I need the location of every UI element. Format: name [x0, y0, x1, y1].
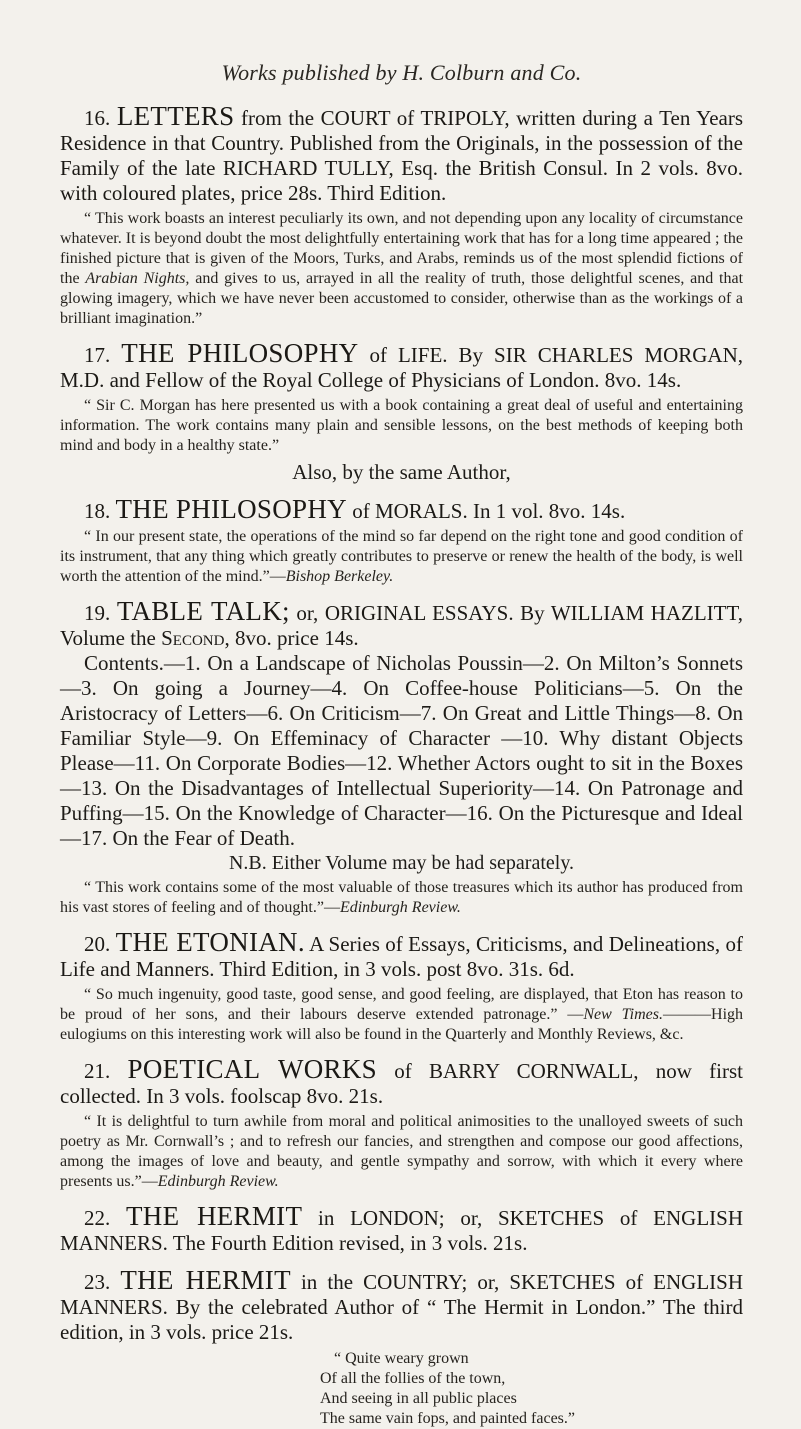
quote-tail: ———High eulogiums on this interesting work will also be found in the Quarterly and Monthly Reviews, &c.: [60, 1006, 744, 1043]
entry-number: 19.: [84, 601, 111, 625]
entry-19-nb-note: N.B. Either Volume may be had separately.: [228, 852, 575, 874]
entry-title-smallcaps: Second,: [161, 626, 230, 650]
quote-source: Edinburgh Review.: [157, 1173, 279, 1190]
entry-number: 20.: [84, 932, 111, 956]
entry-number: 16.: [84, 106, 111, 130]
entry-20-title: [60, 927, 743, 982]
quote-text: “ This work contains some of the most valuable of those treasures which its author has produced from his vast stores of feeling and of thought.”—: [60, 879, 743, 916]
verse-line: The same vain fops, and painted faces.”: [320, 1410, 576, 1427]
entry-lead: THE PHILOSOPHY: [115, 494, 347, 524]
entry-18-title: [60, 494, 743, 524]
entry-19-contents: Contents.—1. On a Landscape of Nicholas Poussin—2. On Milton’s Sonnets—3. On going a Journey—4. On Coffee-house Politicians—5. On the Aristocracy of Letters—6. On Criticism—7. On Great and Little Things—8. On Familiar Style—9. On Effeminacy of Character —10. Why distant Objects Please—11. On Corporate Bodies—12. Whether Actors ought to sit in the Boxes—13. On the Disadvantages of Intellectual Superiority—14. On Patronage and Puffing—15. On the Knowledge of Character—16. On the Picturesque and Ideal—17. On the Fear of Death.: [60, 651, 743, 850]
quote-source: Edinburgh Review.: [339, 899, 461, 916]
entry-lead: POETICAL WORKS: [127, 1054, 377, 1084]
quote-italic: Arabian Nights,: [85, 270, 190, 287]
quote-text: “ So much ingenuity, good taste, good sense, and good feeling, are displayed, that Eton has reason to be proud of her sons, and their labours deserve extended patronage.” —: [60, 986, 743, 1023]
entry-lead: THE PHILOSOPHY: [121, 338, 359, 368]
entry-17: [60, 338, 743, 485]
entry-number: 18.: [84, 499, 111, 523]
quote-source: New Times.: [583, 1006, 664, 1023]
entry-title-rest: of LIFE. By SIR CHARLES MORGAN, M.D. and Fellow of the Royal College of Physicians of London. 8vo. 14s.: [60, 343, 743, 392]
entry-lead: THE ETONIAN.: [115, 927, 305, 957]
entry-19-review-quote: [60, 878, 743, 918]
entry-16: [60, 101, 744, 329]
entry-19-title: [60, 596, 744, 651]
entry-title-rest: of BARRY CORNWALL, now first collected. In 3 vols. foolscap 8vo. 21s.: [60, 1059, 743, 1108]
entry-number: 17.: [84, 343, 111, 367]
entry-lead: LETTERS: [116, 101, 235, 131]
entry-number: 23.: [84, 1270, 111, 1294]
entry-23-verse: [320, 1349, 743, 1429]
entry-number: 22.: [84, 1206, 111, 1230]
entry-title-rest: in the COUNTRY; or, SKETCHES of ENGLISH MANNERS. By the celebrated Author of “ The Hermit in London.” The third edition, in 3 vols. price 21s.: [60, 1270, 744, 1344]
entry-18-review-quote: [60, 527, 743, 587]
entry-21-review-quote: [60, 1112, 743, 1192]
entry-18: [60, 494, 743, 587]
entry-17-review-quote: “ Sir C. Morgan has here presented us with a book containing a great deal of useful and entertaining information. The work contains many plain and sensible lessons, on the best methods of keeping both mind and body in a healthy state.”: [60, 397, 743, 454]
entry-21-title: [60, 1054, 743, 1109]
entry-title-rest: from the COURT of TRIPOLY, written during a Ten Years Residence in that Country. Published from the Originals, in the possession of the Family of the late RICHARD TULLY, Esq. the British Consul. In 2 vols. 8vo. with coloured plates, price 28s. Third Edition.: [60, 106, 744, 205]
quote-tail: and gives to us, arrayed in all the reality of truth, those delightful scenes, and that glowing imagery, which we have never been accustomed to consider, otherwise than as the workings of a brilliant imagination.”: [60, 270, 744, 327]
entry-23: [60, 1265, 744, 1429]
entry-21: [60, 1054, 743, 1192]
entry-20: [60, 927, 744, 1045]
verse-line: “ Quite weary grown: [334, 1350, 469, 1367]
entry-title-rest: of MORALS. In 1 vol. 8vo. 14s.: [352, 499, 626, 523]
entry-title-rest: A Series of Essays, Criticisms, and Delineations, of Life and Manners. Third Edition, in 3 vols. post 8vo. 31s. 6d.: [60, 932, 743, 981]
entry-17-also-note: Also, by the same Author,: [292, 460, 511, 484]
entry-title-rest: or, ORIGINAL ESSAYS. By WILLIAM HAZLITT, Volume the: [60, 601, 744, 650]
entry-22-title: [60, 1201, 744, 1256]
entry-16-title: [60, 101, 744, 206]
quote-source: Bishop Berkeley.: [285, 568, 394, 585]
verse-line: Of all the follies of the town,: [320, 1370, 506, 1387]
quote-text: “ This work boasts an interest peculiarly its own, and not depending upon any locality of circumstance whatever. It is beyond doubt the most delightfully entertaining work that has for a long time appeared ; the finished picture that is given of the Moors, Turks, and Arabs, reminds us of the most splendid fictions of the: [60, 210, 743, 287]
entry-number: 21.: [84, 1059, 111, 1083]
running-head: Works published by H. Colburn and Co.: [221, 60, 582, 85]
entry-17-title: [60, 338, 743, 393]
entry-title-rest: in LONDON; or, SKETCHES of ENGLISH MANNERS. The Fourth Edition revised, in 3 vols. 21s.: [60, 1206, 744, 1255]
entry-lead: TABLE TALK;: [116, 596, 290, 626]
entry-lead: THE HERMIT: [120, 1265, 291, 1295]
entry-16-review-quote: [60, 209, 743, 329]
quote-text: “ It is delightful to turn awhile from moral and political animosities to the unalloyed sweets of such poetry as Mr. Cornwall’s ; and to refresh our fancies, and strengthen and compose our good affections, among the images of love and beauty, and gentle sympathy and sorrow, with which it every where presents us.”—: [60, 1113, 743, 1190]
entry-lead: THE HERMIT: [126, 1201, 303, 1231]
entry-23-title: [60, 1265, 744, 1345]
entry-title-tail: 8vo. price 14s.: [234, 626, 359, 650]
entry-22: [60, 1201, 744, 1256]
verse-line: And seeing in all public places: [320, 1390, 517, 1407]
entry-19: [60, 596, 744, 918]
entry-20-review-quote: [60, 985, 743, 1045]
quote-text: “ In our present state, the operations of the mind so far depend on the right tone and good condition of its instrument, that any thing which greatly contributes to preserve or renew the health of the body, is well worth the attention of the mind.”—: [60, 528, 743, 585]
